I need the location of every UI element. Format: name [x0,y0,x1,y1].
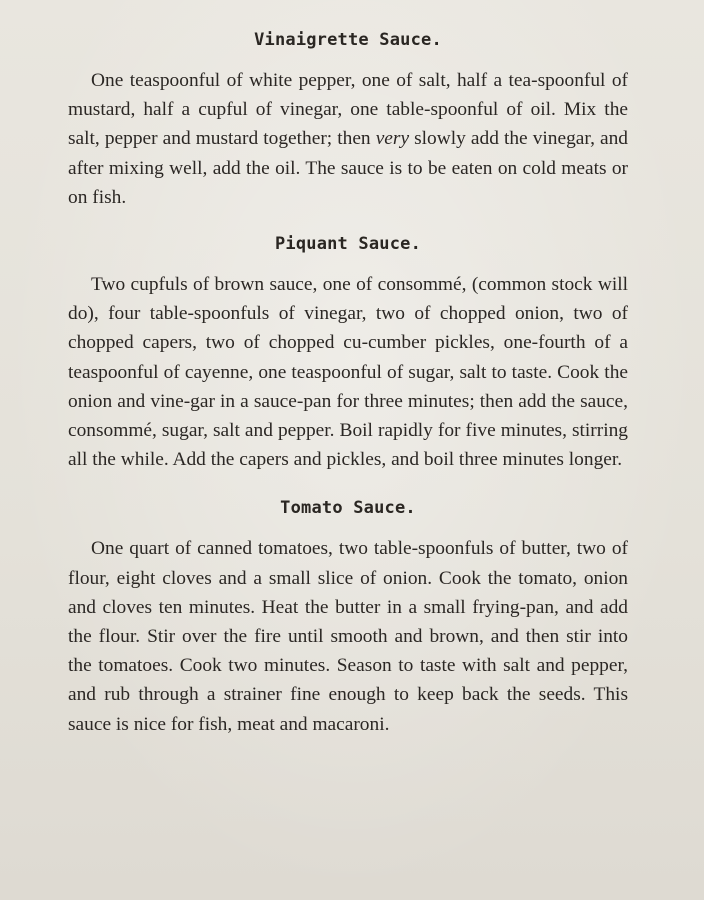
recipe-body [68,66,628,212]
recipe-text: One teaspoonful of white pepper, one of salt, half a tea-spoonful of mustard, half a cupful of vinegar, one table-spoonful of oil. Mix the salt, pepper and mustard together; then [68,70,628,150]
recipe-text: slowly add the vinegar, and after mixing well, add the oil. The sauce is to be eaten on cold meats or on fish. [68,128,628,208]
book-page [68,26,628,739]
recipe-title: Piquant Sauce. [274,234,422,255]
recipe-title: Tomato Sauce. [280,498,416,519]
emphasis-text: very [375,128,410,150]
recipe-title: Vinaigrette Sauce. [254,30,442,50]
recipe-body: One quart of canned tomatoes, two table-spoonfuls of butter, two of flour, eight cloves and a small slice of onion. Cook the tomato, onion and cloves ten minutes. Heat the butter in a small frying-pan, and add the flour. Stir over the fire until smooth and brown, and then stir into the tomatoes. Cook two minutes. Season to taste with salt and pepper, and rub through a strainer fine enough to keep back the seeds. This sauce is nice for fish, meat and macaroni. [68,538,628,735]
recipe-body: Two cupfuls of brown sauce, one of consommé, (common stock will do), four table-spoonfuls of vinegar, two of chopped onion, two of chopped capers, two of chopped cu-cumber pickles, one-fourth of a teaspoonful of cayenne, one teaspoonful of sugar, salt to taste. Cook the onion and vine-gar in a sauce-pan for three minutes; then add the sauce, consommé, sugar, salt and pepper. Boil rapidly for five minutes, stirring all the while. Add the capers and pickles, and boil three minutes longer. [68,274,628,471]
recipe-tomato-sauce [68,498,628,738]
recipe-piquant-sauce [68,234,628,474]
recipe-vinaigrette-sauce [68,30,628,212]
